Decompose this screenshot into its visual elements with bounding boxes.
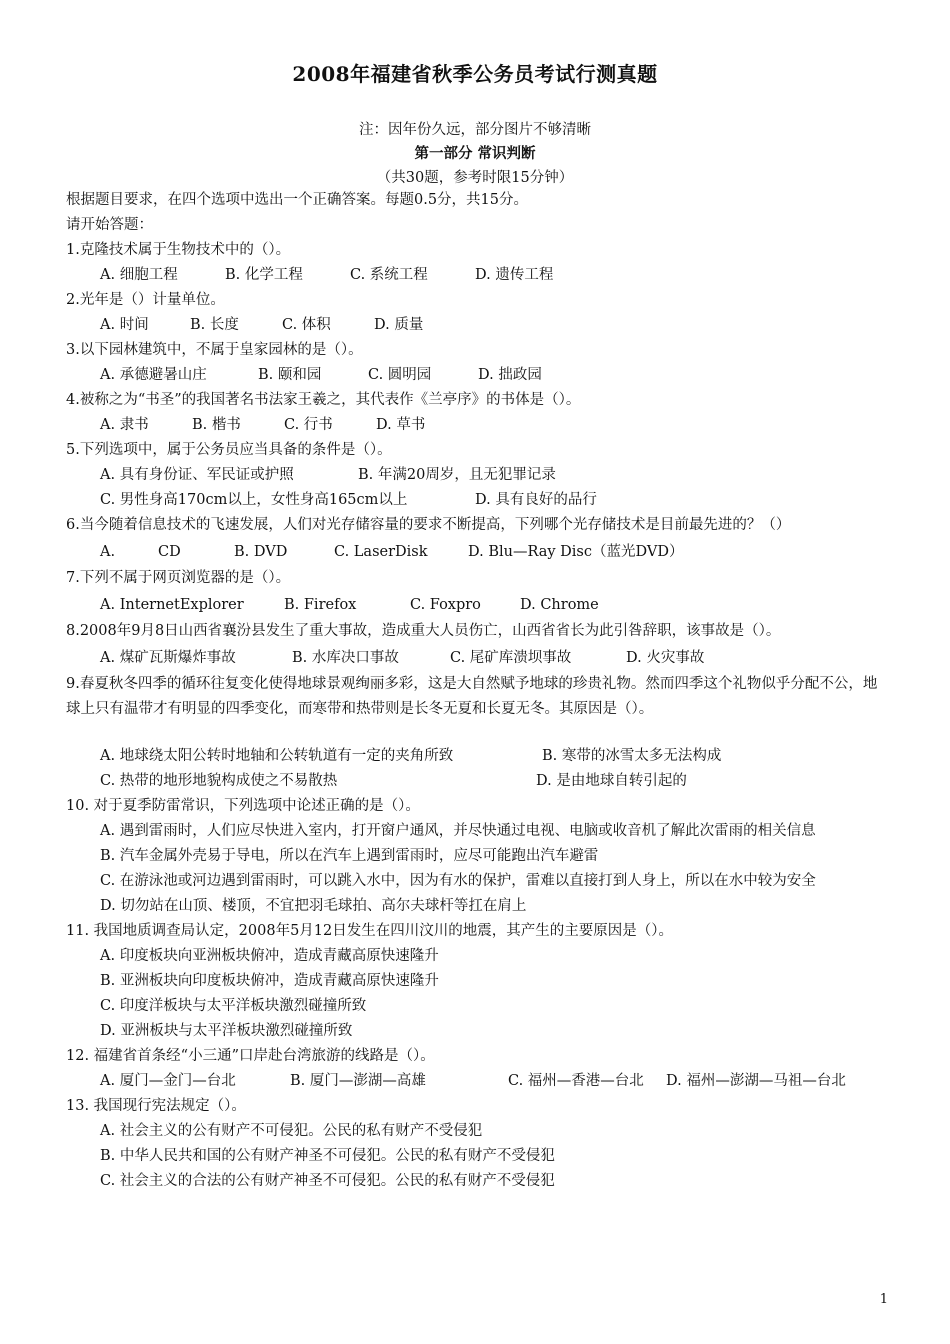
- question-stem: 5.下列选项中，属于公务员应当具备的条件是（）。: [66, 442, 392, 458]
- option: A. 细胞工程: [100, 267, 178, 283]
- option: C. Foxpro: [410, 597, 481, 613]
- option: D. 遗传工程: [475, 267, 554, 283]
- option: D. 火灾事故: [626, 650, 705, 666]
- question-stem: 9.春夏秋冬四季的循环往复变化使得地球景观绚丽多彩，这是大自然赋予地球的珍贵礼物。然而四季这个礼物似乎分配不公，地球上只有温带才有明显的四季变化，而寒带和热带则是长冬无夏和长夏无冬。其原因是（）。: [66, 676, 878, 717]
- option: C. LaserDisk: [334, 544, 428, 560]
- option-row: [66, 463, 886, 488]
- option: A. 印度板块向亚洲板块俯冲，造成青藏高原快速隆升: [100, 948, 439, 964]
- question-stem: 13. 我国现行宪法规定（）。: [66, 1098, 246, 1114]
- question-stem: 12. 福建省首条经“小三通”口岸赴台湾旅游的线路是（）。: [66, 1048, 435, 1064]
- option: B. DVD: [234, 544, 288, 560]
- option: D. 拙政园: [478, 367, 542, 383]
- option: D. 草书: [376, 417, 426, 433]
- page-number: 1: [879, 1292, 888, 1307]
- page-title: 2008年福建省秋季公务员考试行测真题: [292, 62, 658, 86]
- option-row: [66, 263, 886, 288]
- option: A. 厦门—金门—台北: [100, 1073, 236, 1089]
- note: 注：因年份久远，部分图片不够清晰: [359, 122, 591, 138]
- option-row: [66, 644, 886, 672]
- option: A. 隶书: [100, 417, 149, 433]
- question-stem: 6.当今随着信息技术的飞速发展，人们对光存储容量的要求不断提高，下列哪个光存储技术是目前最先进的？（）: [66, 517, 791, 533]
- option: D. 具有良好的品行: [475, 492, 597, 508]
- part-subtitle: （共30题，参考时限15分钟）: [376, 170, 574, 186]
- option: B. 汽车金属外壳易于导电，所以在汽车上遇到雷雨时，应尽可能跑出汽车避雷: [100, 848, 599, 864]
- option: D. 福州—澎湖—马祖—台北: [666, 1073, 846, 1089]
- option: B. 亚洲板块向印度板块俯冲，造成青藏高原快速隆升: [100, 973, 439, 989]
- option: C. 体积: [282, 317, 331, 333]
- option: A. 遇到雷雨时，人们应尽快进入室内，打开窗户通风，并尽快通过电视、电脑或收音机了解此次雷雨的相关信息: [100, 823, 816, 839]
- question-stem: 1.克隆技术属于生物技术中的（）。: [66, 242, 291, 258]
- option-row: [66, 744, 886, 769]
- option: C. 在游泳池或河边遇到雷雨时，可以跳入水中，因为有水的保护，雷难以直接打到人身上，所以在水中较为安全: [100, 873, 816, 889]
- option: A. InternetExplorer: [100, 597, 244, 613]
- option-row: [66, 769, 886, 794]
- option: A. 时间: [100, 317, 149, 333]
- option-row: [66, 538, 886, 566]
- option-row: [66, 363, 886, 388]
- option: C. 行书: [284, 417, 333, 433]
- option: B. 长度: [190, 317, 239, 333]
- option: B. 颐和园: [258, 367, 322, 383]
- option: D. 亚洲板块与太平洋板块激烈碰撞所致: [100, 1023, 353, 1039]
- option: A. 地球绕太阳公转时地轴和公转轨道有一定的夹角所致: [100, 748, 454, 764]
- question-stem: 3.以下园林建筑中，不属于皇家园林的是（）。: [66, 342, 363, 358]
- question-stem: 8.2008年9月8日山西省襄汾县发生了重大事故，造成重大人员伤亡，山西省省长为此引咎辞职，该事故是（）。: [66, 623, 781, 639]
- question-stem: 4.被称之为“书圣”的我国著名书法家王羲之，其代表作《兰亭序》的书体是（）。: [66, 392, 581, 408]
- question-stem: 7.下列不属于网页浏览器的是（）。: [66, 570, 291, 586]
- option-row: [66, 1069, 886, 1094]
- question-stem: 11. 我国地质调查局认定，2008年5月12日发生在四川汶川的地震，其产生的主要原因是（）。: [66, 923, 673, 939]
- option: C. 尾矿库溃坝事故: [450, 650, 572, 666]
- start-text: 请开始答题：: [66, 217, 153, 233]
- option-row: [66, 488, 886, 513]
- option: C. 福州—香港—台北: [508, 1073, 644, 1089]
- option: C. 社会主义的合法的公有财产神圣不可侵犯。公民的私有财产不受侵犯: [100, 1173, 555, 1189]
- option: C. 圆明园: [368, 367, 432, 383]
- option: D. Blu—Ray Disc（蓝光DVD）: [468, 544, 684, 560]
- option: C. 热带的地形地貌构成使之不易散热: [100, 773, 338, 789]
- option: B. 化学工程: [225, 267, 303, 283]
- option-row: [66, 413, 886, 438]
- option: B. 年满20周岁，且无犯罪记录: [358, 467, 556, 483]
- option: B. 楷书: [192, 417, 241, 433]
- option: D. 切勿站在山顶、楼顶，不宜把羽毛球拍、高尔夫球杆等扛在肩上: [100, 898, 527, 914]
- option: A. 煤矿瓦斯爆炸事故: [100, 650, 236, 666]
- option: CD: [158, 544, 181, 560]
- instructions: 根据题目要求，在四个选项中选出一个正确答案。每题0.5分，共15分。: [66, 192, 529, 208]
- option: A. 社会主义的公有财产不可侵犯。公民的私有财产不受侵犯: [100, 1123, 483, 1139]
- option: C. 系统工程: [350, 267, 428, 283]
- option: A. 承德避暑山庄: [100, 367, 207, 383]
- part-title: 第一部分 常识判断: [414, 145, 536, 162]
- option: C. 男性身高170cm以上，女性身高165cm以上: [100, 492, 408, 508]
- question-stem: 10. 对于夏季防雷常识，下列选项中论述正确的是（）。: [66, 798, 420, 814]
- option: B. 厦门—澎湖—高雄: [290, 1073, 426, 1089]
- question-body: [66, 188, 886, 1194]
- option: B. 寒带的冰雪太多无法构成: [542, 748, 722, 764]
- option: A.: [100, 544, 116, 560]
- option: B. 中华人民共和国的公有财产神圣不可侵犯。公民的私有财产不受侵犯: [100, 1148, 555, 1164]
- option: C. 印度洋板块与太平洋板块激烈碰撞所致: [100, 998, 367, 1014]
- option: A. 具有身份证、军民证或护照: [100, 467, 294, 483]
- option: D. Chrome: [520, 597, 599, 613]
- option: B. Firefox: [284, 597, 357, 613]
- option-row: [66, 313, 886, 338]
- option-row: [66, 591, 886, 619]
- option: D. 质量: [374, 317, 424, 333]
- question-stem: 2.光年是（）计量单位。: [66, 292, 225, 308]
- option: D. 是由地球自转引起的: [536, 773, 687, 789]
- option: B. 水库决口事故: [292, 650, 399, 666]
